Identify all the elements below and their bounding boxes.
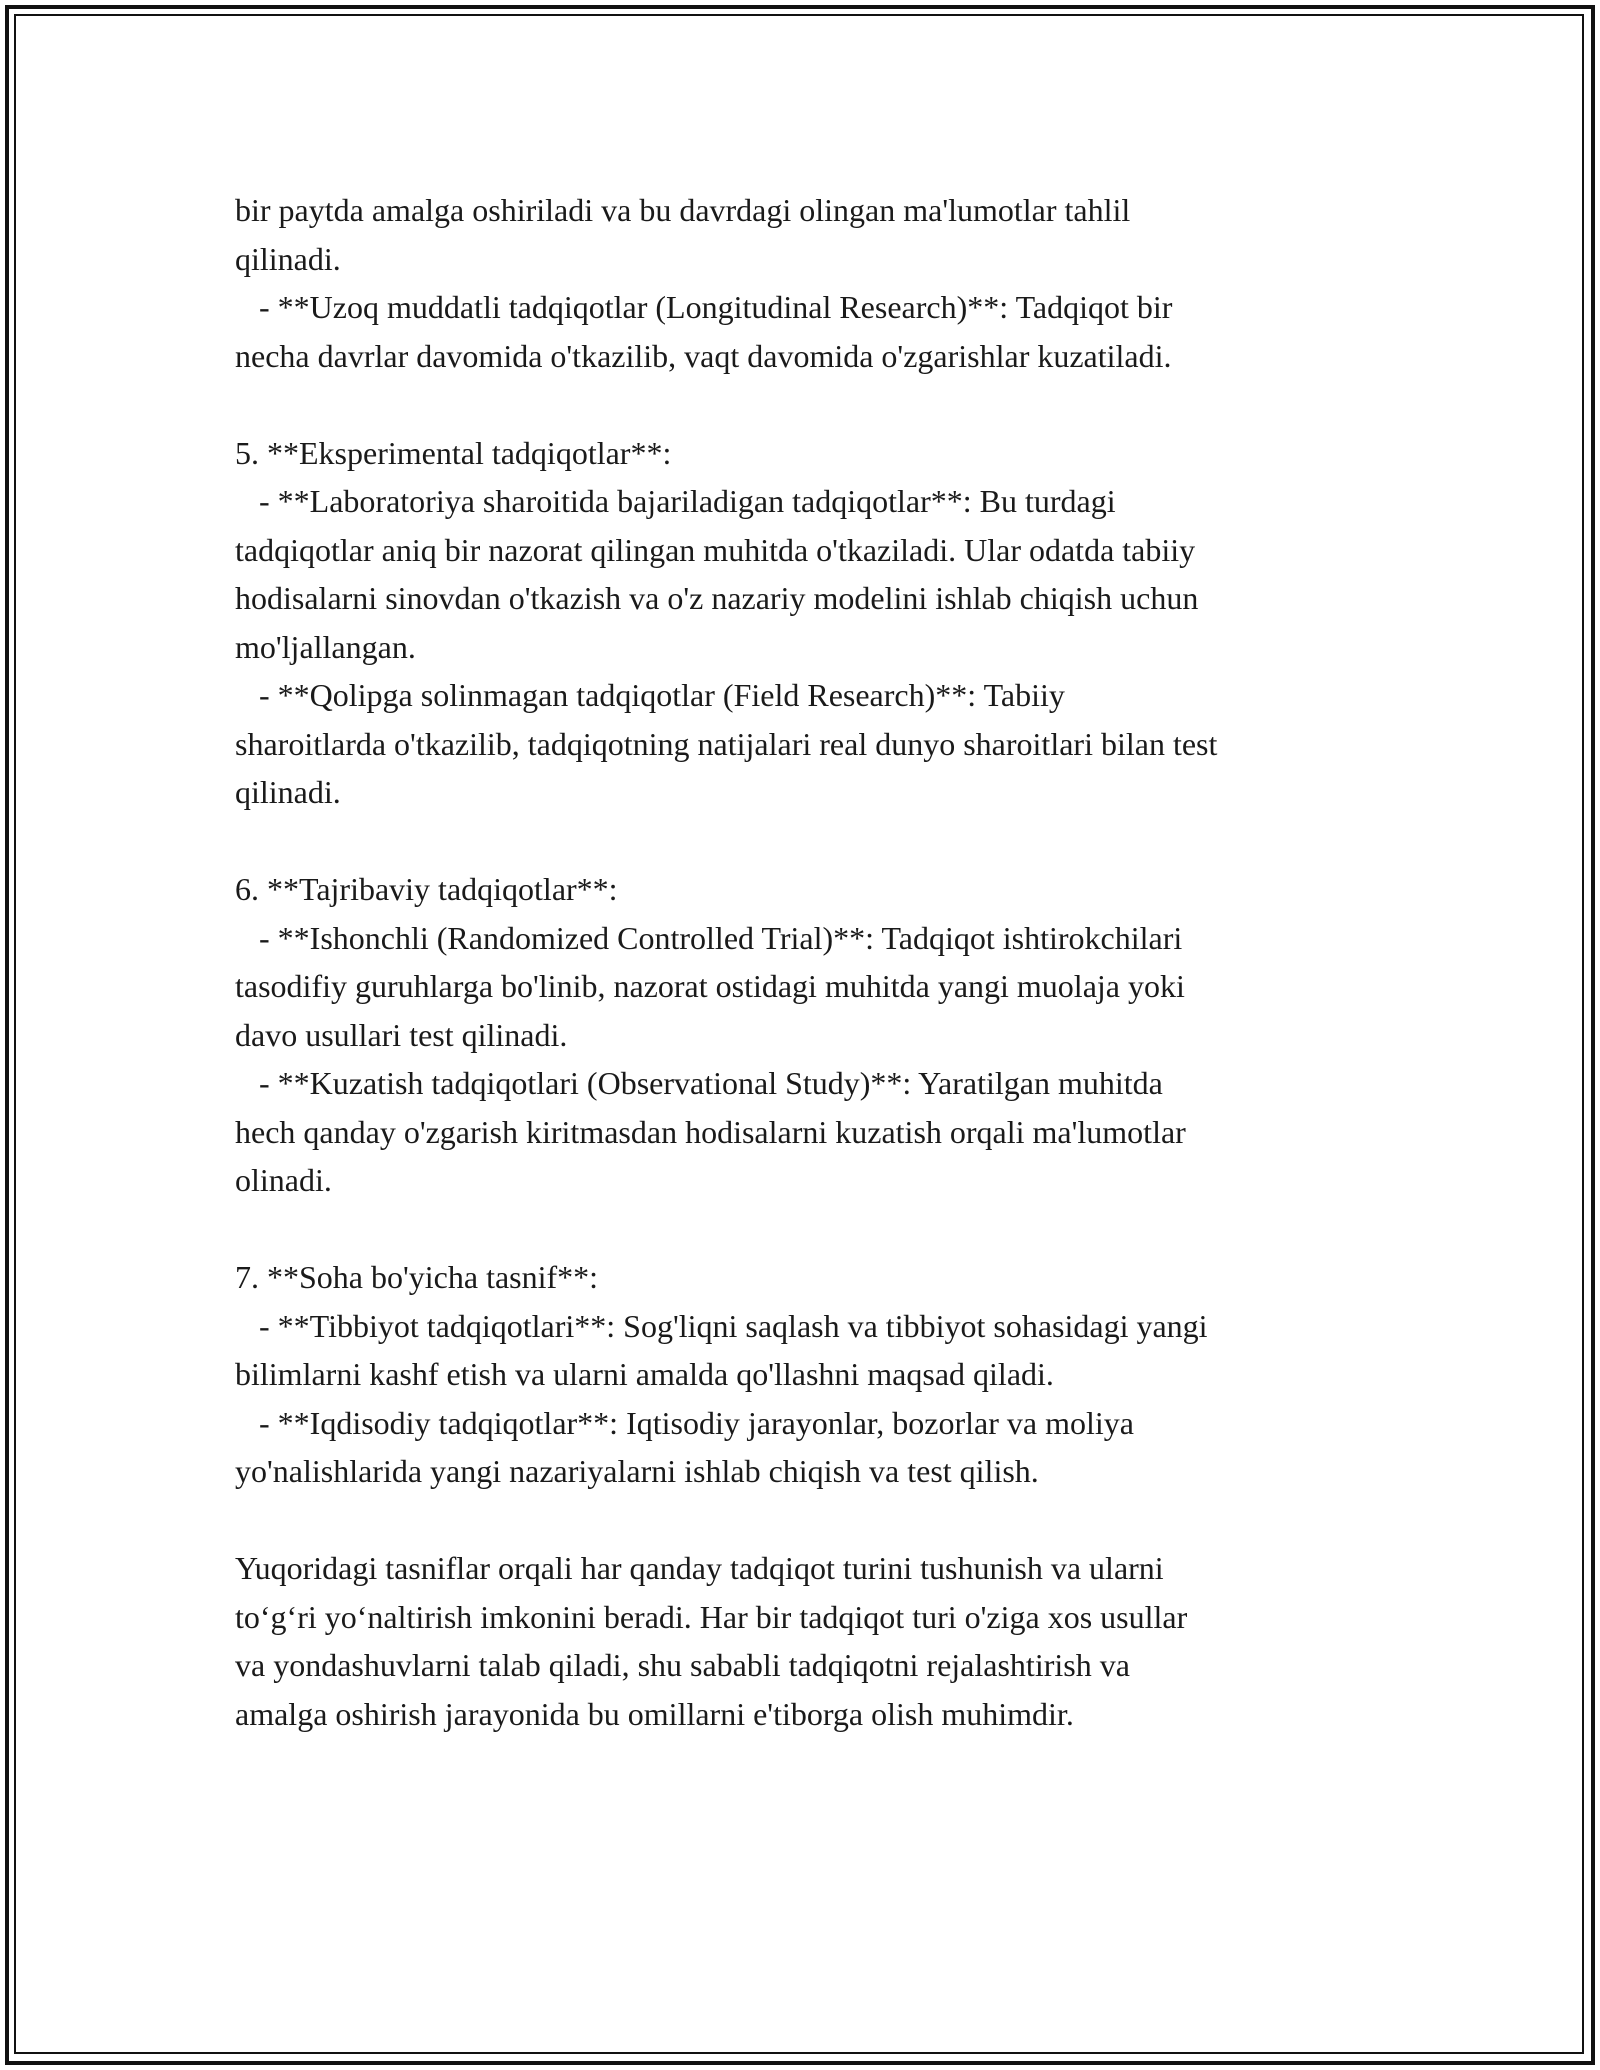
text-line: to‘g‘ri yo‘naltirish imkonini beradi. Har bir tadqiqot turi o'ziga xos usullar [235, 1598, 1188, 1635]
text-line: - **Qolipga solinmagan tadqiqotlar (Field Research)**: Tabiiy [235, 677, 1065, 713]
text-line: yo'nalishlarida yangi nazariyalarni ishlab chiqish va test qilish. [235, 1453, 1039, 1489]
text-line: mo'ljallangan. [235, 628, 416, 665]
text-line: - **Ishonchli (Randomized Controlled Trial)**: Tadqiqot ishtirokchilari [235, 919, 1183, 956]
blank-line [235, 380, 1395, 429]
text-line: davo usullari test qilinadi. [235, 1016, 568, 1053]
text-line: necha davrlar davomida o'tkazilib, vaqt davomida o'zgarishlar kuzatiladi. [235, 337, 1172, 374]
text-line: - **Laboratoriya sharoitida bajariladigan tadqiqotlar**: Bu turdagi [235, 483, 1116, 519]
text-line: - **Kuzatish tadqiqotlari (Observational Study)**: Yaratilgan muhitda [235, 1065, 1163, 1101]
text-line: olinadi. [235, 1162, 332, 1198]
text-line: - **Iqdisodiy tadqiqotlar**: Iqtisodiy jarayonlar, bozorlar va moliya [235, 1404, 1134, 1441]
text-line: hech qanday o'zgarish kiritmasdan hodisalarni kuzatish orqali ma'lumotlar [235, 1113, 1186, 1150]
text-line: amalga oshirish jarayonida bu omillarni e'tiborga olish muhimdir. [235, 1695, 1074, 1732]
section-heading: 5. **Eksperimental tadqiqotlar**: [235, 434, 672, 471]
text-line: bilimlarni kashf etish va ularni amalda qo'llashni maqsad qiladi. [235, 1356, 1054, 1392]
text-line: qilinadi. [235, 240, 341, 277]
text-line: hodisalarni sinovdan o'tkazish va o'z nazariy modelini ishlab chiqish uchun [235, 580, 1199, 616]
text-line: va yondashuvlarni talab qiladi, shu sababli tadqiqotni rejalashtirish va [235, 1647, 1130, 1683]
document-body [235, 186, 1395, 1738]
text-line: - **Uzoq muddatli tadqiqotlar (Longitudinal Research)**: Tadqiqot bir [235, 289, 1173, 325]
text-line: sharoitlarda o'tkazilib, tadqiqotning natijalari real dunyo sharoitlari bilan test [235, 725, 1218, 762]
text-line: qilinadi. [235, 774, 341, 810]
text-line: tadqiqotlar aniq bir nazorat qilingan muhitda o'tkaziladi. Ular odatda tabiiy [235, 531, 1196, 568]
text-line: tasodifiy guruhlarga bo'linib, nazorat ostidagi muhitda yangi muolaja yoki [235, 968, 1185, 1004]
section-heading: 6. **Tajribaviy tadqiqotlar**: [235, 871, 618, 907]
section-heading: 7. **Soha bo'yicha tasnif**: [235, 1259, 599, 1295]
text-line: bir paytda amalga oshiriladi va bu davrdagi olingan ma'lumotlar tahlil [235, 192, 1131, 228]
blank-line [235, 817, 1395, 866]
blank-line [235, 1496, 1395, 1545]
text-line: Yuqoridagi tasniflar orqali har qanday tadqiqot turini tushunish va ularni [235, 1550, 1164, 1586]
blank-line [235, 1205, 1395, 1254]
text-line: - **Tibbiyot tadqiqotlari**: Sog'liqni saqlash va tibbiyot sohasidagi yangi [235, 1307, 1208, 1344]
